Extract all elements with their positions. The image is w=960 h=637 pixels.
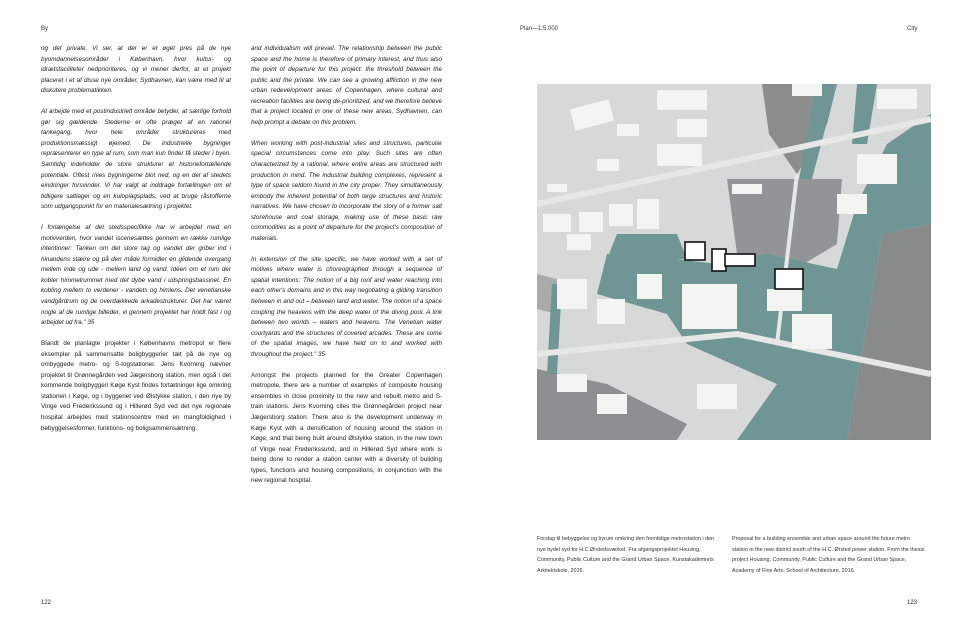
page-number-right: 123 [907, 600, 918, 606]
paragraph: In extension of the site specific, we have worked with a set of motives where water is choreographed through a sequence of spatial intentions: The notion of a big roof and water reaching into each other's domains and in this way negotiating a gliding transition between in and out – between land and water. The notion of a space coupling the heavens with the deep water of the diving pool. A link between two worlds – waters and heavens. The Venetian water courtyards and the structures of covered arcades. These are some of the spatial images, we have held on to and worked with throughout the project." 35 [251, 255, 442, 358]
caption-danish: Forslag til bebyggelse og byrum omkring den fremtidige metrostation i den nye bydel syd for H.C.Ørstedsværket. Fra afgangsprojektet Housing, Community, Public Culture and the Grand Urban Space, Kunstakademiets Arkitektskole, 2016. [537, 536, 715, 574]
site-plan-map [537, 84, 931, 440]
site-plan-figure [537, 84, 931, 440]
paragraph: og det private. Vi ser, at der er et øget pres på de nye byomdannelsesområder i København, hvor kultur- og idrætsfaciliteter nedprioriteres, og vi mener derfor, at et projekt placeret i et af disse nye områder, Sydhavnen, kan være med til at diskutere problematikken. [41, 45, 231, 95]
running-head-right: City [907, 26, 918, 32]
paragraph: and individualism will prevail. The relationship between the public space and the home is therefore of primary interest, and thus also the point of departure for this project: the threshold between the public and the private. We can see a growing affliction in the new urban redevelopment areas of Copenhagen, where cultural and recreation facilities are being de-prioritized, and we therefore believe that a project located in one of these new areas, Sydhavnen, can help prompt a debate on this problem. [251, 45, 442, 126]
paragraph: At arbejde med et postindustrielt område betyder, at særlige forhold gør sig gældende. Stederne er ofte præget af en rationel tankegang, hvor hele områder struktureres med produktionsmæssigt øjemed. De industrielle bygninger repræsenterer en type af rum, som man kun finder få steder i byen. Samtidig indeholder de store strukturer et historiefortællende potentiale. Oftest rives bygningerne blot ned, og en del af stedets eindringer forsvinder. Vi har valgt at inddrage fortællingen om et tidligere saltlager og en kulopiagsplads, ved at bruge råstofferne som udgangspunkt for en materialesætning i projektet. [41, 108, 231, 211]
paragraph: When working with post-industrial sites and structures, particular special circumstances come into play. Such sites are often characterized by a rational, where entire areas are structured with production in mind. The industrial building complexes, represent a type of space seldom found in the city proper. They simultaneously embody the inherent potential of both large structures and historic narratives. We have chosen to incorporate the story of a former salt storehouse and coal storage, making use of these basic raw commodities as a point of departure for the project's composition of materials. [251, 139, 442, 242]
paragraph: Amongst the projects planned for the Greater Copenhagen metropole, there are a number of examples of composite housing ensembles in close proximity to the new and rebuilt metro and S-train stations. Jens Kvorning cites the Grønnegården project near Jægersborg station. There also is the development underway in Køge Kyst with a densification of housing around the station in Køge, and that being built around Ølstykke station, in the new town of Vinge near Frederikssund, and in Hillerød Syd where work is being done to render a station center with a diversity of building types, functions and housing compositions, in conjunction with the new regional hospital. [251, 371, 442, 485]
caption-english: Proposal for a building ensemble and urban space around the future metro station in the new district south of the H.C. Ørsted power station. From the thesis project Housing, Community, Public Culture and the Grand Urban Space, Academy of Fine Arts, School of Architecture, 2016. [732, 536, 925, 574]
column-danish [41, 44, 231, 445]
running-head-scale: Plan—1:5.000 [520, 26, 559, 32]
paragraph: I forlængelse af det stedsspecifikke har vi arbejdet med en motivverden, hvor vandet iscenesættes gennem en række rumlige intentioner: Tanken om det store tag og vandet der griber ind i hinandens stæire og på den måde formidler en glidende overgang mellem inde og ude - mellem land og vand. Idéen om et rum der kobler himmelrummet med det dybe vand i udspringsbassinet. En kobling mellem to verdener - vandets og himlens. Det venetianske vandgårdrum og de overdækkede arkadestrukturer. Det har været nogle af de rumlige billeder, vi gennem projektet har holdt fast i og arbejdet ud fra." 35 [41, 224, 231, 327]
column-english [251, 44, 442, 497]
page-number-left: 122 [41, 600, 52, 606]
running-head-left: By [41, 26, 49, 32]
paragraph: Blandt de planlagte projekter i Københavns metropol er flere eksempler på sammensatte boligbyggerier tæt på de nye og ombyggede metro- og S-togstationer. Jens Kvorning nævner projektet til Grønnegården ved Jægersborg station, men også i det kommende boligbyggeri Køge Kyst findes fortætninger lige omkring stationen i Køge, og i byggeriet ved Ølstykke station, i den nye by Vinge ved Frederikssund og i Hillerød Syd ved det nye regionale hospital arbejdes med stationscentre med en mangfoldighed i bebyggelsesformer, funktions- og boligsammensætning. [41, 340, 231, 432]
